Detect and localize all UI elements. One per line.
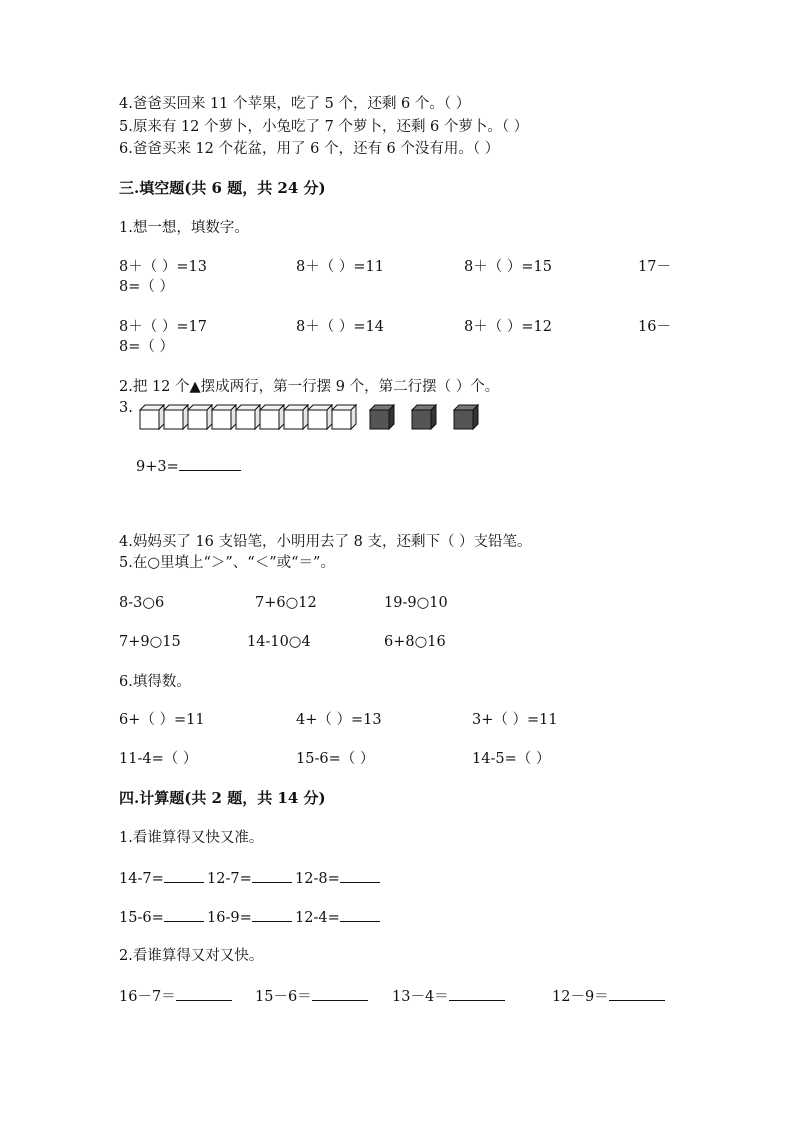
white-cube [332,405,356,429]
answer-blank[interactable] [176,986,232,1001]
s3-q1-row2-item2: 8＋（ ）=14 [296,319,384,335]
cube-illustration [138,402,498,434]
s4-q2-item2: 15－6＝ [255,986,368,1007]
s3-q3-equation: 9+3= [136,456,241,477]
white-cube [188,405,212,429]
s4-q1-prompt: 1.看谁算得又快又准。 [119,830,264,846]
s4-q1-row2-item3: 12-4= [295,907,380,928]
answer-blank[interactable] [449,986,505,1001]
dark-cube [370,405,394,429]
answer-blank[interactable] [164,907,204,922]
s4-q2-item4: 12－9＝ [552,986,665,1007]
s4-q1-row2-item1: 15-6= [119,907,204,928]
answer-blank[interactable] [252,907,292,922]
s4-q2-item3: 13－4＝ [392,986,505,1007]
s3-q5-row1-item3: 19-9○10 [384,595,448,611]
s3-q5-row2-item2: 14-10○4 [247,634,311,650]
white-cube [164,405,188,429]
white-cube [284,405,308,429]
white-cube [236,405,260,429]
section3-title: 三.填空题(共 6 题，共 24 分) [119,179,326,197]
s3-q5-row2-item1: 7+9○15 [119,634,181,650]
s3-q1-row2-wrap: 8=（ ） [119,339,174,355]
answer-blank[interactable] [164,868,204,883]
judge-item-4: 4.爸爸买回来 11 个苹果，吃了 5 个，还剩 6 个。（ ） [119,96,471,112]
s4-q1-row1-item1: 14-7= [119,868,204,889]
judge-item-6: 6.爸爸买来 12 个花盆，用了 6 个，还有 6 个没有用。（ ） [119,141,500,157]
answer-blank[interactable] [340,907,380,922]
s3-q1-row2-item1: 8＋（ ）=17 [119,319,207,335]
s3-q1-row1-wrap: 8=（ ） [119,279,174,295]
white-cube [140,405,164,429]
answer-blank[interactable] [252,868,292,883]
s3-q1-row1-item1: 8＋（ ）=13 [119,259,207,275]
s3-q4-text: 4.妈妈买了 16 支铅笔，小明用去了 8 支，还剩下（ ）支铅笔。 [119,534,532,550]
s4-q1-row1-item2: 12-7= [207,868,292,889]
s3-q1-row1-item2: 8＋（ ）=11 [296,259,384,275]
white-cube [308,405,332,429]
s3-q1-row1-item4: 17－ [638,259,671,275]
s3-q5-row1-item1: 8-3○6 [119,595,165,611]
s3-q5-row2-item3: 6+8○16 [384,634,446,650]
s3-q1-row1-item3: 8＋（ ）=15 [464,259,552,275]
answer-blank[interactable] [609,986,665,1001]
s4-q1-row2-item2: 16-9= [207,907,292,928]
s3-q2-text: 2.把 12 个▲摆成两行，第一行摆 9 个，第二行摆（ ）个。 [119,379,500,395]
dark-cube [454,405,478,429]
section4-title: 四.计算题(共 2 题，共 14 分) [119,789,326,807]
s3-q6-row2-item2: 15-6=（ ） [296,751,375,767]
s3-q1-prompt: 1.想一想，填数字。 [119,220,249,236]
judge-item-5: 5.原来有 12 个萝卜，小兔吃了 7 个萝卜，还剩 6 个萝卜。（ ） [119,119,529,135]
s3-q5-row1-item2: 7+6○12 [255,595,317,611]
s4-q1-row1-item3: 12-8= [295,868,380,889]
answer-blank[interactable] [340,868,380,883]
s3-q3-number: 3. [119,400,133,416]
white-cube [260,405,284,429]
dark-cube [412,405,436,429]
s3-q6-prompt: 6.填得数。 [119,674,191,690]
s3-q1-row2-item4: 16－ [638,319,671,335]
answer-blank[interactable] [312,986,368,1001]
s4-q2-item1: 16－7＝ [119,986,232,1007]
s3-q5-prompt: 5.在○里填上“＞”、“＜”或“＝”。 [119,555,335,571]
s3-q1-row2-item3: 8＋（ ）=12 [464,319,552,335]
s3-q6-row2-item1: 11-4=（ ） [119,751,198,767]
s3-q3-answer-blank[interactable] [179,456,241,471]
s4-q2-prompt: 2.看谁算得又对又快。 [119,948,264,964]
s3-q6-row2-item3: 14-5=（ ） [472,751,551,767]
s3-q6-row1-item3: 3+（ ）=11 [472,712,558,728]
s3-q6-row1-item2: 4+（ ）=13 [296,712,382,728]
white-cube [212,405,236,429]
s3-q6-row1-item1: 6+（ ）=11 [119,712,205,728]
